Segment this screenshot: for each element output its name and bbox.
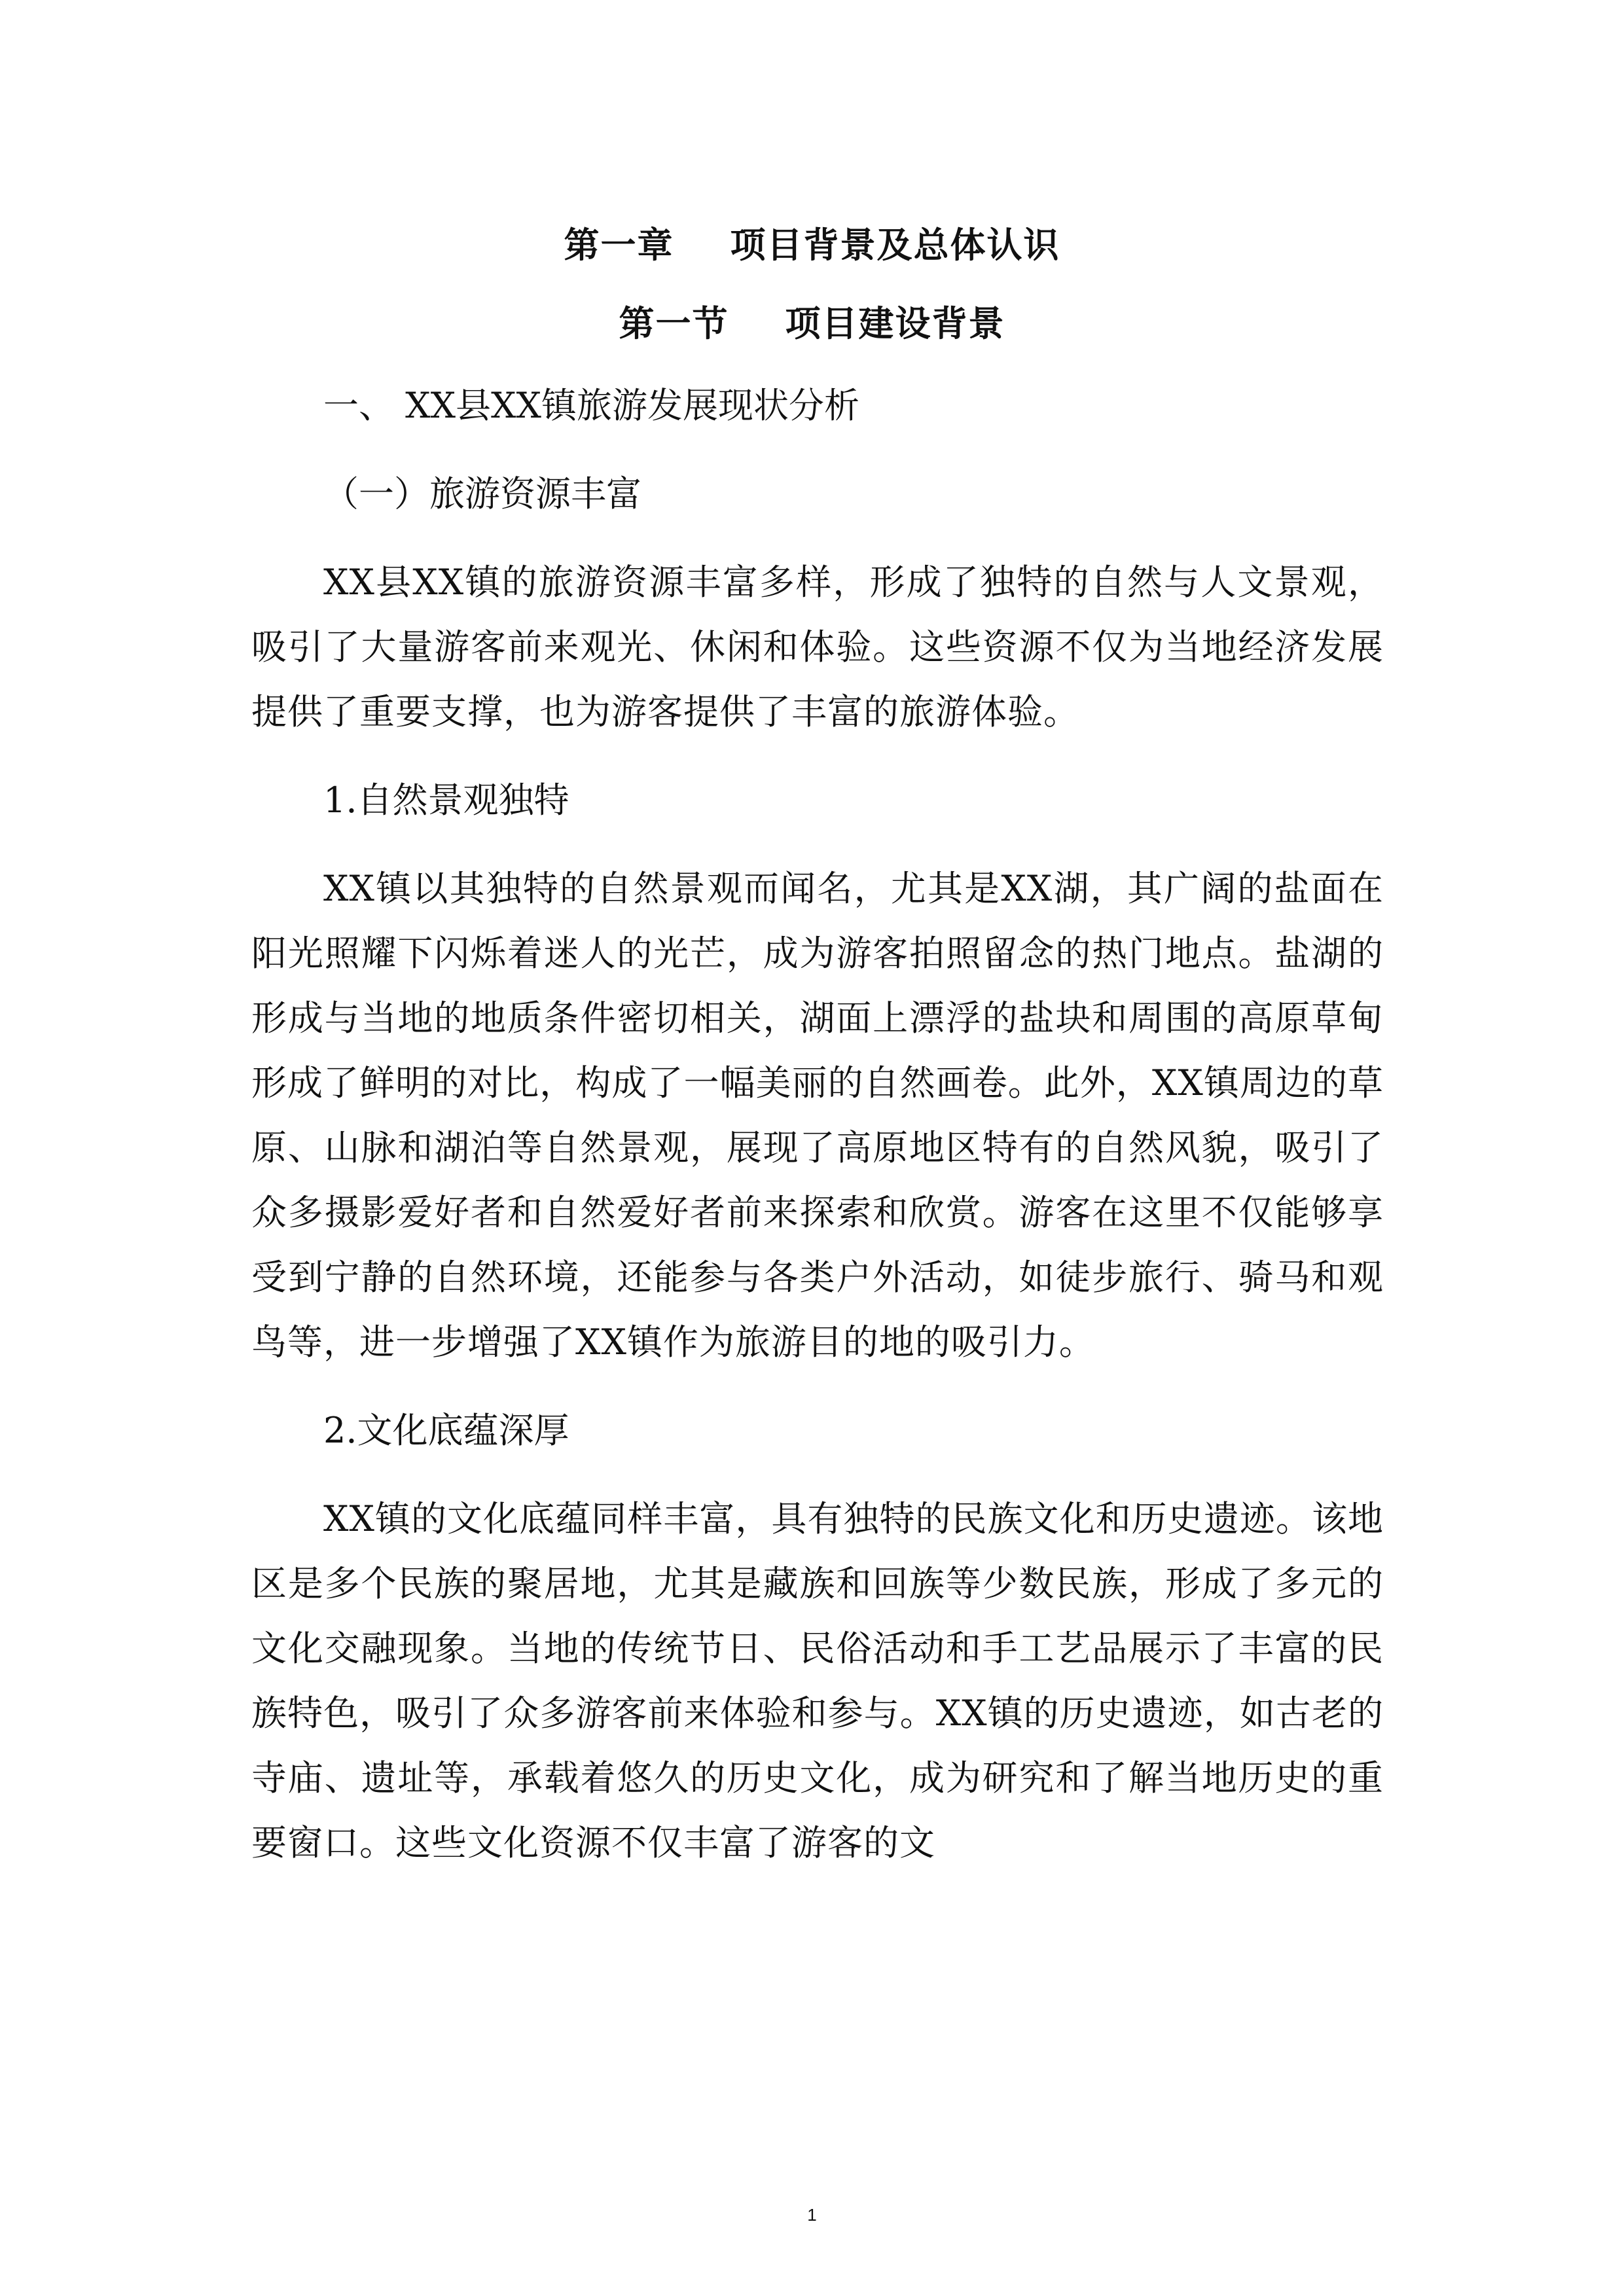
paragraph-intro: XX县XX镇的旅游资源丰富多样，形成了独特的自然与人文景观，吸引了大量游客前来观光、休闲和体验。这些资源不仅为当地经济发展提供了重要支撑，也为游客提供了丰富的旅游体验。 — [251, 562, 1384, 732]
heading-level-1: 一、 XX县XX镇旅游发展现状分析 — [323, 385, 859, 426]
heading-cultural-heritage: 2.文化底蕴深厚 — [323, 1410, 569, 1451]
document-body — [251, 373, 1384, 1875]
chapter-title — [0, 219, 1624, 272]
page-number: 1 — [807, 2205, 817, 2225]
paragraph-natural-landscape: XX镇以其独特的自然景观而闻名，尤其是XX湖，其广阔的盐面在阳光照耀下闪烁着迷人的光芒，成为游客拍照留念的热门地点。盐湖的形成与当地的地质条件密切相关，湖面上漂浮的盐块和周围的高原草甸形成了鲜明的对比，构成了一幅美丽的自然画卷。此外，XX镇周边的草原、山脉和湖泊等自然景观，展现了高原地区特有的自然风貌，吸引了众多摄影爱好者和自然爱好者前来探索和欣赏。游客在这里不仅能够享受到宁静的自然环境，还能参与各类户外活动，如徒步旅行、骑马和观鸟等，进一步增强了XX镇作为旅游目的地的吸引力。 — [251, 868, 1384, 1363]
heading-natural-landscape: 1.自然景观独特 — [323, 780, 569, 821]
chapter-number: 第一章 — [564, 224, 674, 266]
section-number: 第一节 — [619, 303, 729, 344]
chapter-name: 项目背景及总体认识 — [730, 224, 1060, 266]
paragraph-cultural-heritage: XX镇的文化底蕴同样丰富，具有独特的民族文化和历史遗迹。该地区是多个民族的聚居地，尤其是藏族和回族等少数民族，形成了多元的文化交融现象。当地的传统节日、民俗活动和手工艺品展示了丰富的民族特色，吸引了众多游客前来体验和参与。XX镇的历史遗迹，如古老的寺庙、遗址等，承载着悠久的历史文化，成为研究和了解当地历史的重要窗口。这些文化资源不仅丰富了游客的文 — [251, 1498, 1384, 1863]
section-name: 项目建设背景 — [785, 303, 1005, 344]
section-title — [0, 298, 1624, 350]
heading-level-2: （一）旅游资源丰富 — [323, 473, 641, 514]
